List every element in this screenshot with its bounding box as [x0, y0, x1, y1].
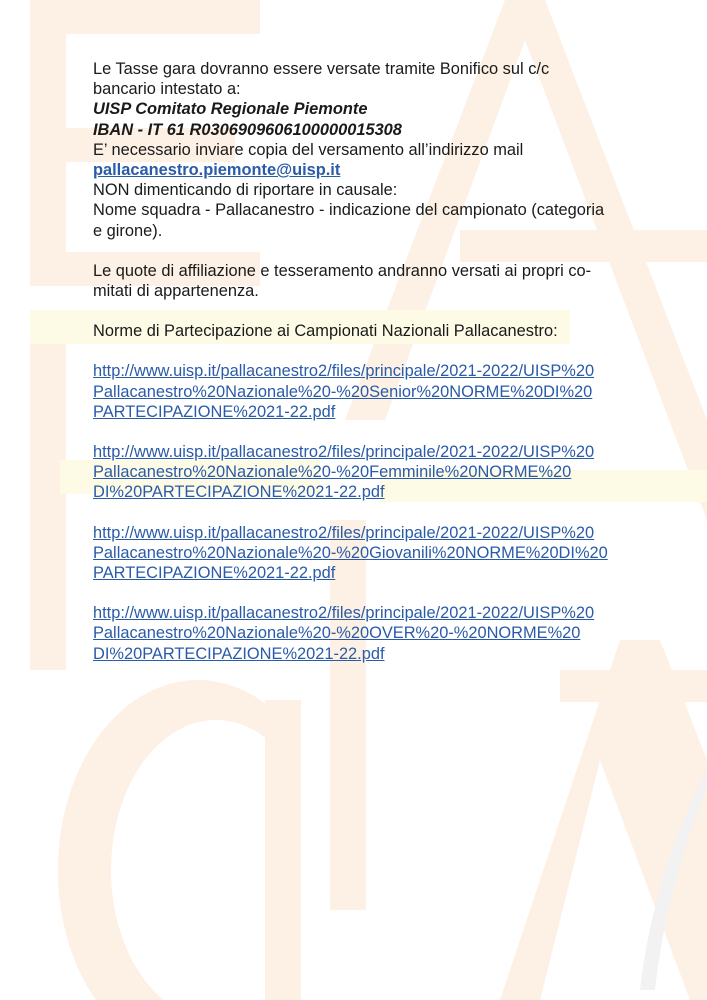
affiliation-text: Le quote di affiliazione e tesseramento andranno versati ai propri co- [93, 261, 592, 280]
rules-link-senior[interactable]: http://www.uisp.it/pallacanestro2/files/principale/2021-2022/UISP%20 Pallacanestro%20Nazionale%20-%20Senior%20NORME%20DI%20 PARTECIPAZIONE%2021-22.pdf [93, 362, 595, 421]
payment-intro-line: Le Tasse gara dovranno essere versate tramite Bonifico sul c/c [93, 60, 550, 78]
rules-link-femminile[interactable]: http://www.uisp.it/pallacanestro2/files/principale/2021-2022/UISP%20 Pallacanestro%20Nazionale%20-%20Femminile%20NORME%20 DI%20PARTECIPAZIONE%2021-22.pdf [93, 443, 595, 502]
iban-code: IBAN - IT 61 R0306909606100000015308 [93, 120, 402, 139]
beneficiary-name: UISP Comitato Regionale Piemonte [93, 100, 368, 119]
document-body [93, 59, 638, 664]
causale-text: e girone). [93, 221, 163, 240]
payment-intro-line: bancario intestato a: [93, 80, 241, 99]
rules-link-giovanili[interactable]: http://www.uisp.it/pallacanestro2/files/principale/2021-2022/UISP%20 Pallacanestro%20Nazionale%20-%20Giovanili%20NORME%20DI%20 PARTECIPAZIONE%2021-22.pdf [93, 523, 608, 583]
rules-link-over[interactable]: http://www.uisp.it/pallacanestro2/files/principale/2021-2022/UISP%20 Pallacanestro%20Nazionale%20-%20OVER%20-%20NORME%20 DI%20PARTECIPAZIONE%2021-22.pdf [93, 604, 595, 663]
copy-notice: E’ necessario inviare copia del versamento all’indirizzo mail [93, 140, 524, 159]
email-link[interactable]: pallacanestro.piemonte@uisp.it [93, 161, 341, 180]
affiliation-text: mitati di appartenenza. [93, 282, 259, 301]
causale-text: Nome squadra - Pallacanestro - indicazione del campionato (categoria [93, 201, 605, 220]
watermark-letter-i [265, 700, 301, 1000]
causale-notice: NON dimenticando di riportare in causale: [93, 181, 398, 200]
rules-heading: Norme di Partecipazione ai Campionati Nazionali Pallacanestro: [93, 322, 558, 341]
watermark-letter-c [58, 680, 300, 1000]
